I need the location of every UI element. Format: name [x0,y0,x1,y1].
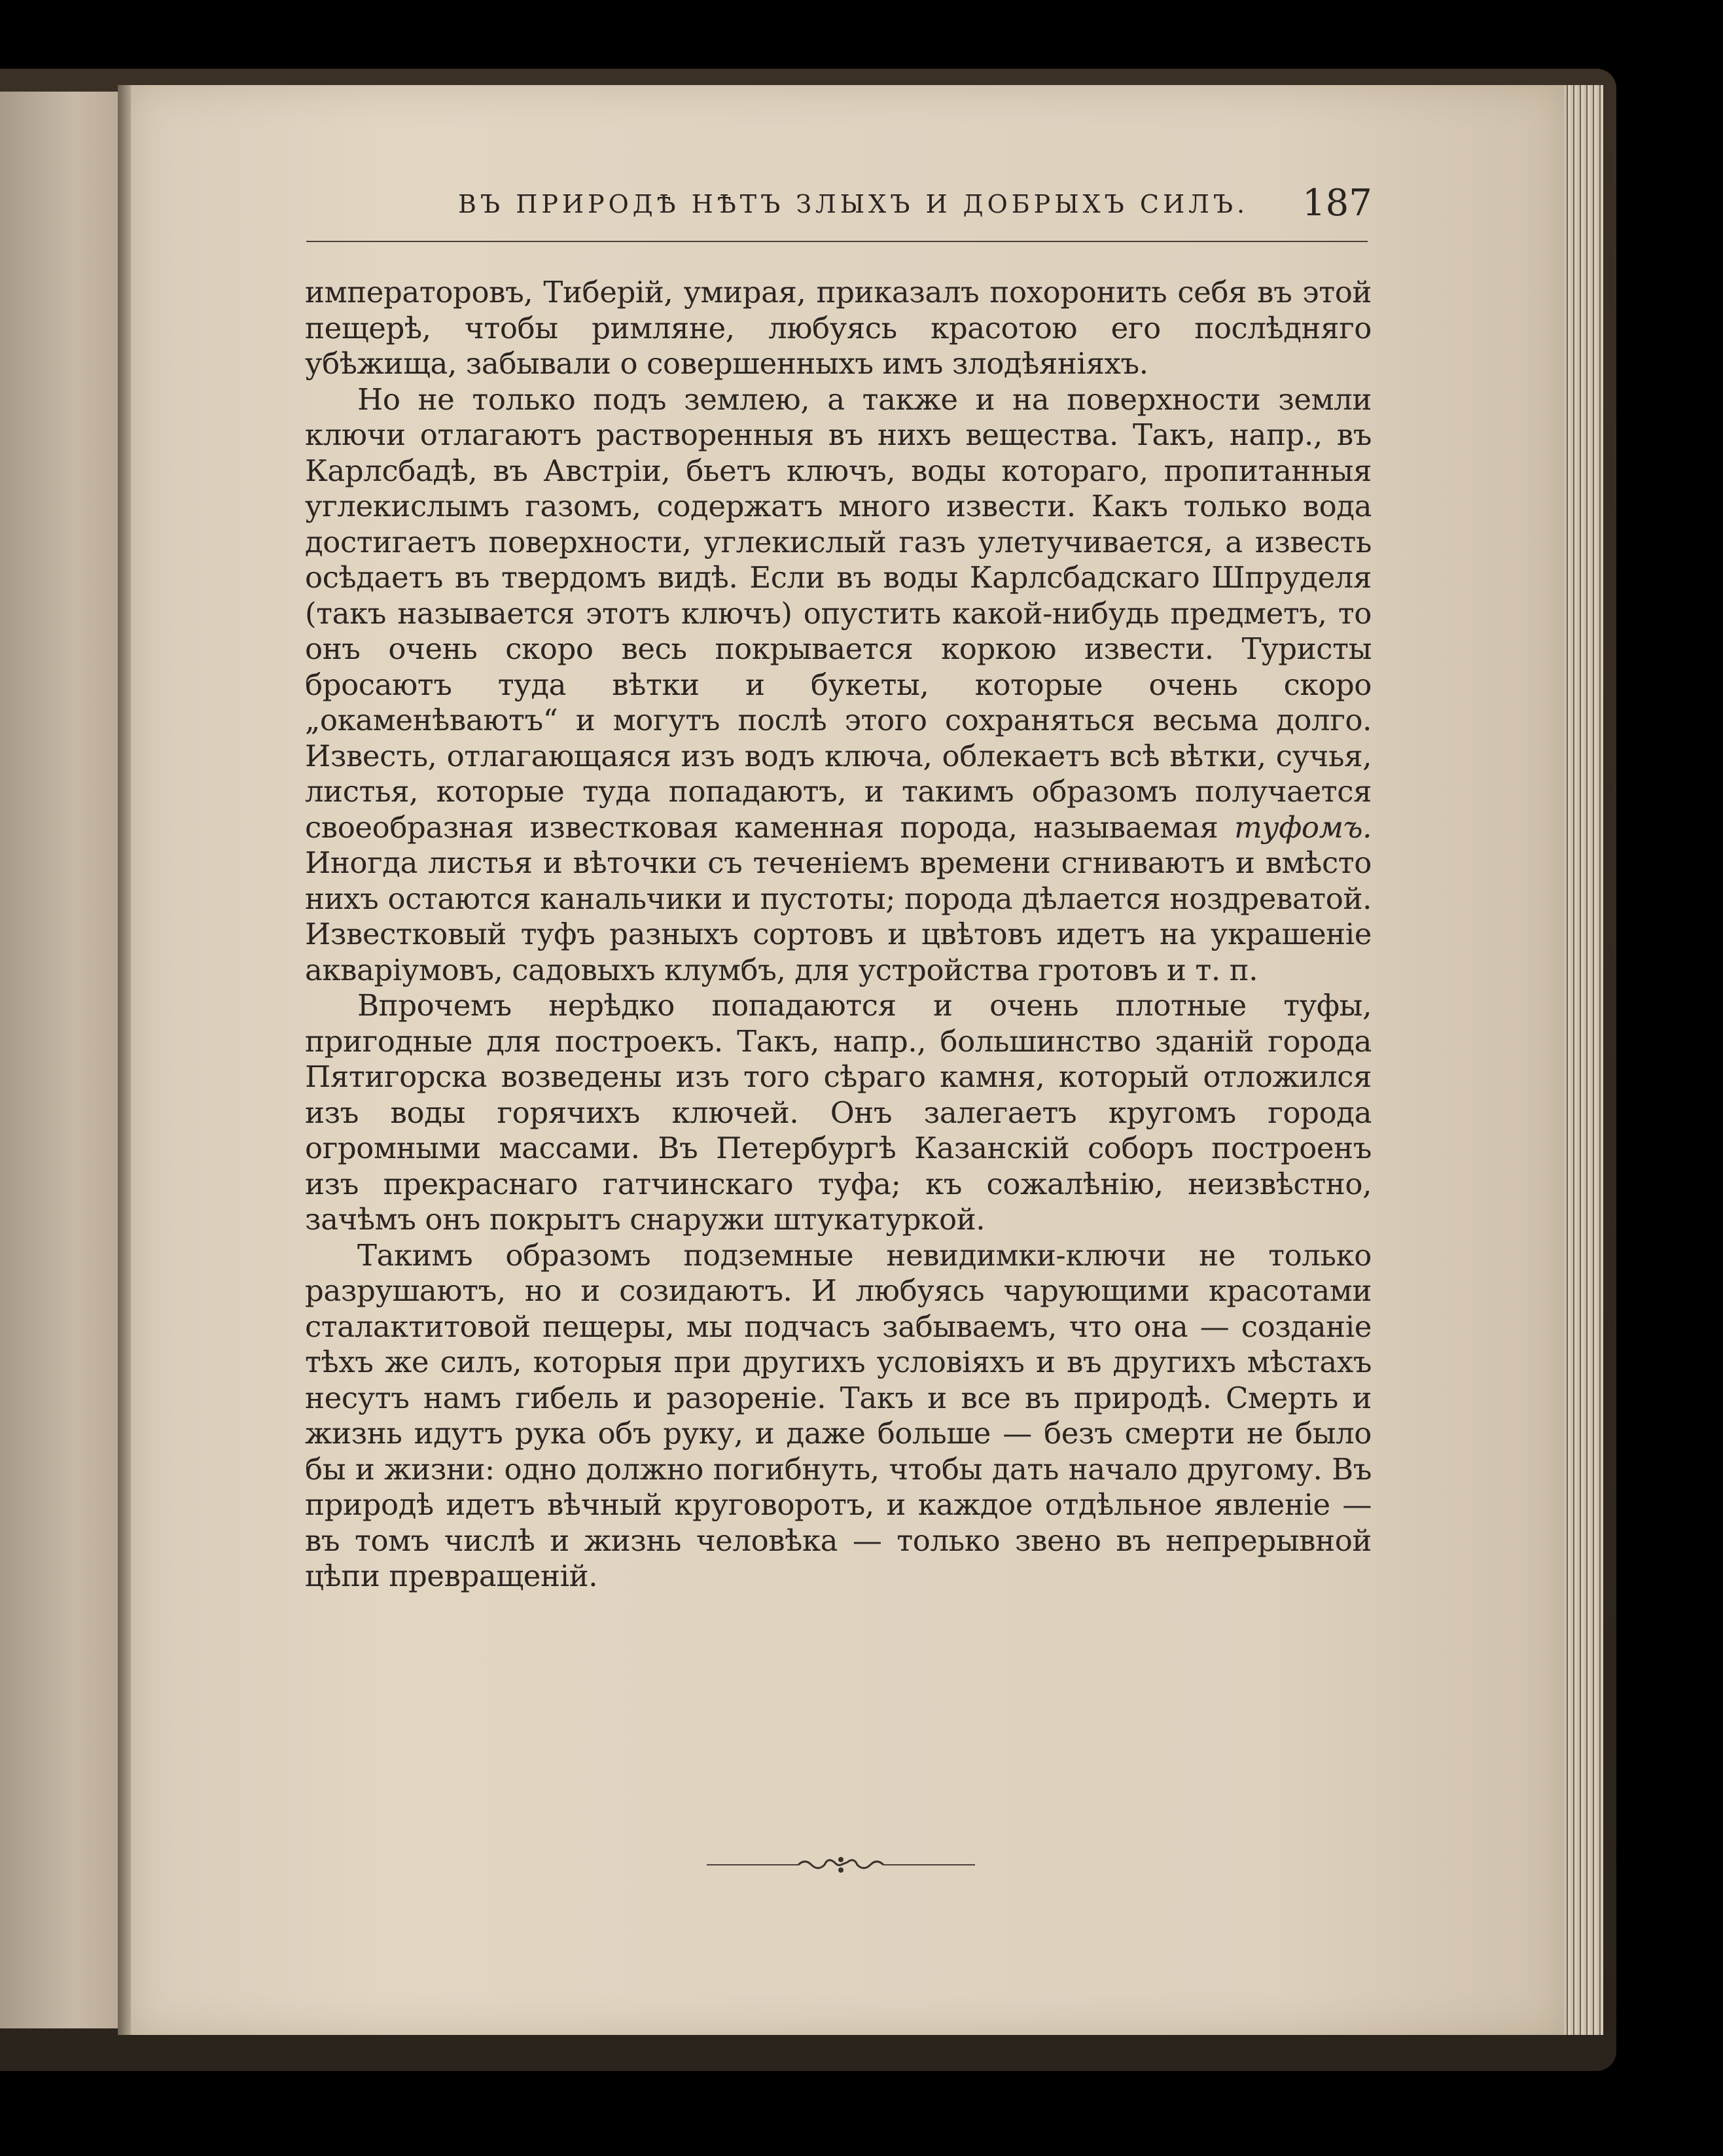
page-number: 187 [1302,182,1372,224]
paragraph-3: Впрочемъ нерѣдко попадаются и очень плотные туфы, пригодные для построекъ. Такъ, напр., большинство зданій города Пятигорска возведены изъ того сѣраго камня, который отложился изъ воды горячихъ ключей. Онъ залегаетъ кругомъ города огромными массами. Въ Петербургѣ Казанскій соборъ построенъ изъ прекраснаго гатчинскаго туфа; къ сожалѣнію, неизвѣстно, зачѣмъ онъ покрытъ снаружи штукатуркой. [305,988,1372,1237]
running-title: ВЪ ПРИРОДѢ НѢТЪ ЗЛЫХЪ И ДОБРЫХЪ СИЛЪ. [458,190,1249,219]
paragraph-1: императоровъ, Тиберій, умирая, приказалъ похоронить себя въ этой пещерѣ, чтобы римляне, любуясь красотою его послѣдняго убѣжища, забывали о совершенныхъ имъ злодѣяніяхъ. [305,275,1372,381]
paragraph-4: Такимъ образомъ подземные невидимки-ключи не только разрушаютъ, но и созидаютъ. И любуясь чарующими красотами сталактитовой пещеры, мы подчасъ забываемъ, что она — созданіе тѣхъ же силъ, которыя при другихъ условіяхъ и въ другихъ мѣстахъ несутъ намъ гибель и разореніе. Такъ и все въ природѣ. Смерть и жизнь идутъ рука объ руку, и даже больше — безъ смерти не было бы и жизни: одно должно погибнуть, чтобы дать начало другому. Въ природѣ идетъ вѣчный круговоротъ, и каждое отдѣльное явленіе — въ томъ числѣ и жизнь человѣка — только звено въ непрерывной цѣпи превращеній. [305,1237,1372,1593]
left-page-edge [0,92,124,2028]
page-body [305,275,1372,1595]
italic-term: туфомъ. [1234,809,1372,845]
paragraph-2-text-a: Но не только подъ землею, а также и на поверхности земли ключи отлагаютъ растворенныя въ нихъ вещества. Такъ, напр., въ Карлсбадѣ, въ Австріи, бьетъ ключъ, воды котораго, пропитанныя углекислымъ газомъ, содержатъ много извести. Какъ только вода достигаетъ поверхности, углекислый газъ улетучивается, а известь осѣдаетъ въ твердомъ видѣ. Если въ воды Карлсбадскаго Шпруделя (такъ называется этотъ ключъ) опустить какой-нибудь предметъ, то онъ очень скоро весь покрывается коркою извести. Туристы бросаютъ туда вѣтки и букеты, которые очень скоро „окаменѣваютъ“ и могутъ послѣ этого сохраняться весьма долго. Известь, отлагающаяся изъ водъ ключа, облекаетъ всѣ вѣтки, сучья, листья, которые туда попадаютъ, и такимъ образомъ получается своеобразная известковая каменная порода, называемая [305,381,1372,845]
tailpiece-ornament-icon [707,1852,975,1878]
paragraph-2 [305,382,1372,989]
paragraph-2-text-b: Иногда листья и вѣточки съ теченіемъ времени сгниваютъ и вмѣсто нихъ остаются канальчики и пустоты; порода дѣлается ноздреватой. Известковый туфъ разныхъ сортовъ и цвѣтовъ идетъ на украшеніе акваріумовъ, садовыхъ клумбъ, для устройства гротовъ и т. п. [305,845,1372,987]
header-rule [306,241,1368,242]
page-stack-edges [1564,85,1603,2035]
